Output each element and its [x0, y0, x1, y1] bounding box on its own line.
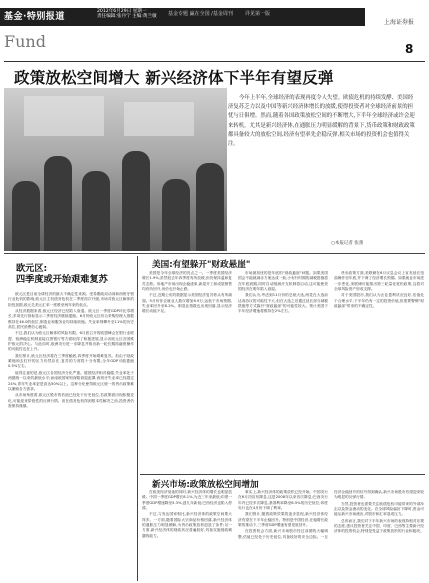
paragraph: 事实上,新兴经济体的政策放松已经开始。中国央行在6月初宣布降息,这是2008年以来首次降息;巴西央行年内已经多次降息,基准利率降至8.5%的历史低位;印度央行也在4月份下调了利率。 — [238, 490, 328, 511]
paragraph: 不过,我们认为欧元区解体的风险有限。6月底召开的欧盟峰会在银行业联盟、欧洲稳定机制直接注资银行等方面取得了积极进展,显示出欧元区各国维护欧元的决心。与此同时,欧洲央行进一步降息并推出新一轮长期再融资操作的可能性也在上升。 — [8, 331, 134, 352]
section-rule — [4, 253, 425, 254]
paragraph: 值得注意的是,欧元区各国经济分化严重。德国经济相对稳健,失业率处于两德统一以来的最低水平;而南欧国家则深陷衰退泥潭,西班牙失业率已经超过24%,青年失业率更是高达50%以上。这种分化使得欧元区统一的货币政策难以兼顾各方需求。 — [8, 370, 134, 391]
column-rule — [137, 256, 138, 581]
us-title: 美国:有望躲开"财政悬崖" — [152, 260, 251, 270]
main-headline: 政策放松空间增大 新兴经济体下半年有望反弹 — [14, 69, 334, 87]
date-text: 2012年6月29日 星期一 — [97, 9, 147, 14]
paragraph: 当然,投资者也需要关注欧债危机可能带来的外部冲击以及资金流动的变化。在全球风险偏好下降时,资金可能从新兴市场流出,对股市和汇率造成压力。 — [334, 501, 424, 517]
lead-paragraph: 今年上半年,全球经济的表现再度令人失望。欧债危机的持续发酵、美国经济复苏乏力以及中国等新兴经济体增长的放缓,使得投资者对全球经济前景的担忧与日俱增。然而,随着各国政策放松空间的不断增大,下半年全球经济或许会迎来转机。尤其是新兴经济体,在通胀压力明显缓解的背景下,货币政策和财政政策都具备较大的放松空间,经济有望率先企稳反弹,相关市场的投资机会也值得关注。 — [228, 95, 415, 148]
paragraph: 不过,近期公布的数据显示美国经济复苏势头有所减弱。5月份非农就业人数仅增加6.9万,远低于市场预期,失业率回升至8.2%。制造业指数也出现回落,显示经济增长动能不足。 — [142, 293, 232, 314]
photo-screen — [124, 102, 194, 136]
page-header — [0, 0, 429, 58]
paragraph: 从市场角度看,欧元区股市的估值已经处于历史低位,若政策面出现积极变化,可能迎来阶段性的反弹行情。但在债务危机得到根本性解决之前,投资者仍需保持谨慎。 — [8, 393, 134, 408]
paragraph: 在欧美经济低迷的同时,新兴经济体的增长也明显放缓。中国一季度GDP增长8.1%,为近三年来最低;印度一季度GDP增速降至5.3%,创九年新低;巴西经济也陷入停滞。 — [142, 490, 232, 511]
paragraph: 不过,与发达国家相比,新兴经济体的政策空间要大得多。一方面,随着国际大宗商品价格回落,新兴经济体的通胀压力明显缓解,为货币政策放松创造了条件;另一方面,新兴经济体的财政状况普遍较好,具备实施财政刺激的能力。 — [142, 512, 232, 538]
section-label: 基金·特别报道 — [4, 12, 65, 22]
top-rule — [4, 61, 425, 62]
photo-figure — [122, 151, 150, 251]
section-rule — [140, 474, 425, 475]
paragraph: 欧元区是目前全球经济的最大不确定性来源。受希腊政局动荡和西班牙银行业危机的影响,欧元区主权债务危机在二季度再次升级,市场对欧元区解体的担忧加剧,欧元兑美元汇率一度跌至两年来的低点。 — [8, 292, 134, 307]
fund-label: Fund — [4, 32, 46, 51]
paragraph: 我们认为,考虑到11月份的总统大选,两党在大选前达成协议的可能性不大,但在大选之后通过延长部分减税措施等方式躲开"财政悬崖"的可能性较大。预计美国下半年经济增速将维持在2%左右。 — [238, 293, 328, 314]
photo-figure — [12, 181, 40, 251]
paragraph: 我们预计,随着政策效果的逐步显现,新兴经济体经济有望在下半年企稳回升。特别是中国经济,在稳增长政策的推动下,三季度GDP增速有望见底回升。 — [238, 512, 328, 528]
header-note-2: 详见第一版 — [245, 11, 271, 17]
page-number: 8 — [405, 42, 414, 56]
paragraph: 总体而言,我们对下半年新兴市场的表现持相对乐观的态度,建议投资者关注中国、印度、巴西等主要新兴经济体的投资机会,特别是受益于政策放松的行业和板块。 — [334, 518, 424, 534]
paragraph: 从经济数据来看,欧元区经济已经陷入衰退。欧元区一季度GDP环比零增长,多项先行指标显示二季度经济继续萎缩。6月份欧元区综合采购经理人指数维持在46.0的低位,制造业和服务业均持续收缩。失业率则攀升至11%的历史高位,居民消费信心疲弱。 — [8, 309, 134, 330]
paragraph: 我们预计,欧元区经济将在三季度触底,四季度开始艰难复苏。但由于财政紧缩和去杠杆的压力仍然存在,复苏的力度将十分有限,全年GDP可能萎缩0.5%左右。 — [8, 353, 134, 369]
news-photo — [4, 88, 227, 251]
photo-screen — [24, 96, 104, 136]
photo-credit: ○本报记者 张蕾 — [331, 241, 364, 246]
europe-body — [8, 292, 134, 581]
paragraph: 对于美国股市,我们认为企业盈利状况良好,估值处于合理水平,下半年仍有一定的投资价值,但需要警惕"财政悬崖"带来的不确定性。 — [334, 293, 424, 309]
us-body — [142, 271, 424, 471]
photo-figure — [82, 171, 110, 251]
europe-title: 欧元区: 四季度或开始艰难复苏 — [16, 263, 108, 285]
paragraph: 美国是今年全球经济的亮点之一。一季度美国经济增长1.9%,虽然较去年四季度有所放缓,但仍保持温和复苏态势。房地产市场出现企稳迹象,新屋开工和成屋销售均有所回升,房价也开始止跌。 — [142, 271, 232, 292]
photo-figure — [196, 163, 224, 251]
photo-figure — [162, 179, 190, 251]
photo-figure — [44, 156, 72, 251]
date-line — [97, 9, 167, 20]
emerging-body — [142, 490, 424, 581]
paragraph: 货币政策方面,美联储在6月议息会议上宣布延长扭曲操作至年底,并下调了经济增长预期。如果就业市场进一步恶化,美联储可能推出第三轮量化宽松政策,这将对全球风险资产形成支撑。 — [334, 271, 424, 292]
paragraph: 在投资机会方面,新兴市场股市经过前期的大幅调整,估值已经处于历史低位,具备较好的安全边际。一旦经济企稳回升的信号得到确认,新兴市场股市有望迎来较为明显的反弹行情。 — [238, 490, 424, 539]
editor-text: 责任编辑:张丹宁 主编:黄兰敏 — [97, 14, 157, 20]
emerging-title: 新兴市场:政策放松空间增加 — [152, 480, 259, 490]
paragraph: 市场最担忧的是年底的"财政悬崖"问题。如果美国国会不能就减赤方案达成一致,小布什时期的减税措施将在年底到期,同时自动削减开支机制将启动,这可能使美国经济在明年陷入衰退。 — [238, 271, 328, 292]
paper-name: 上海证券报 — [384, 19, 415, 26]
header-note: 基金专题 赢在全国 /基金周刊 — [168, 11, 233, 17]
